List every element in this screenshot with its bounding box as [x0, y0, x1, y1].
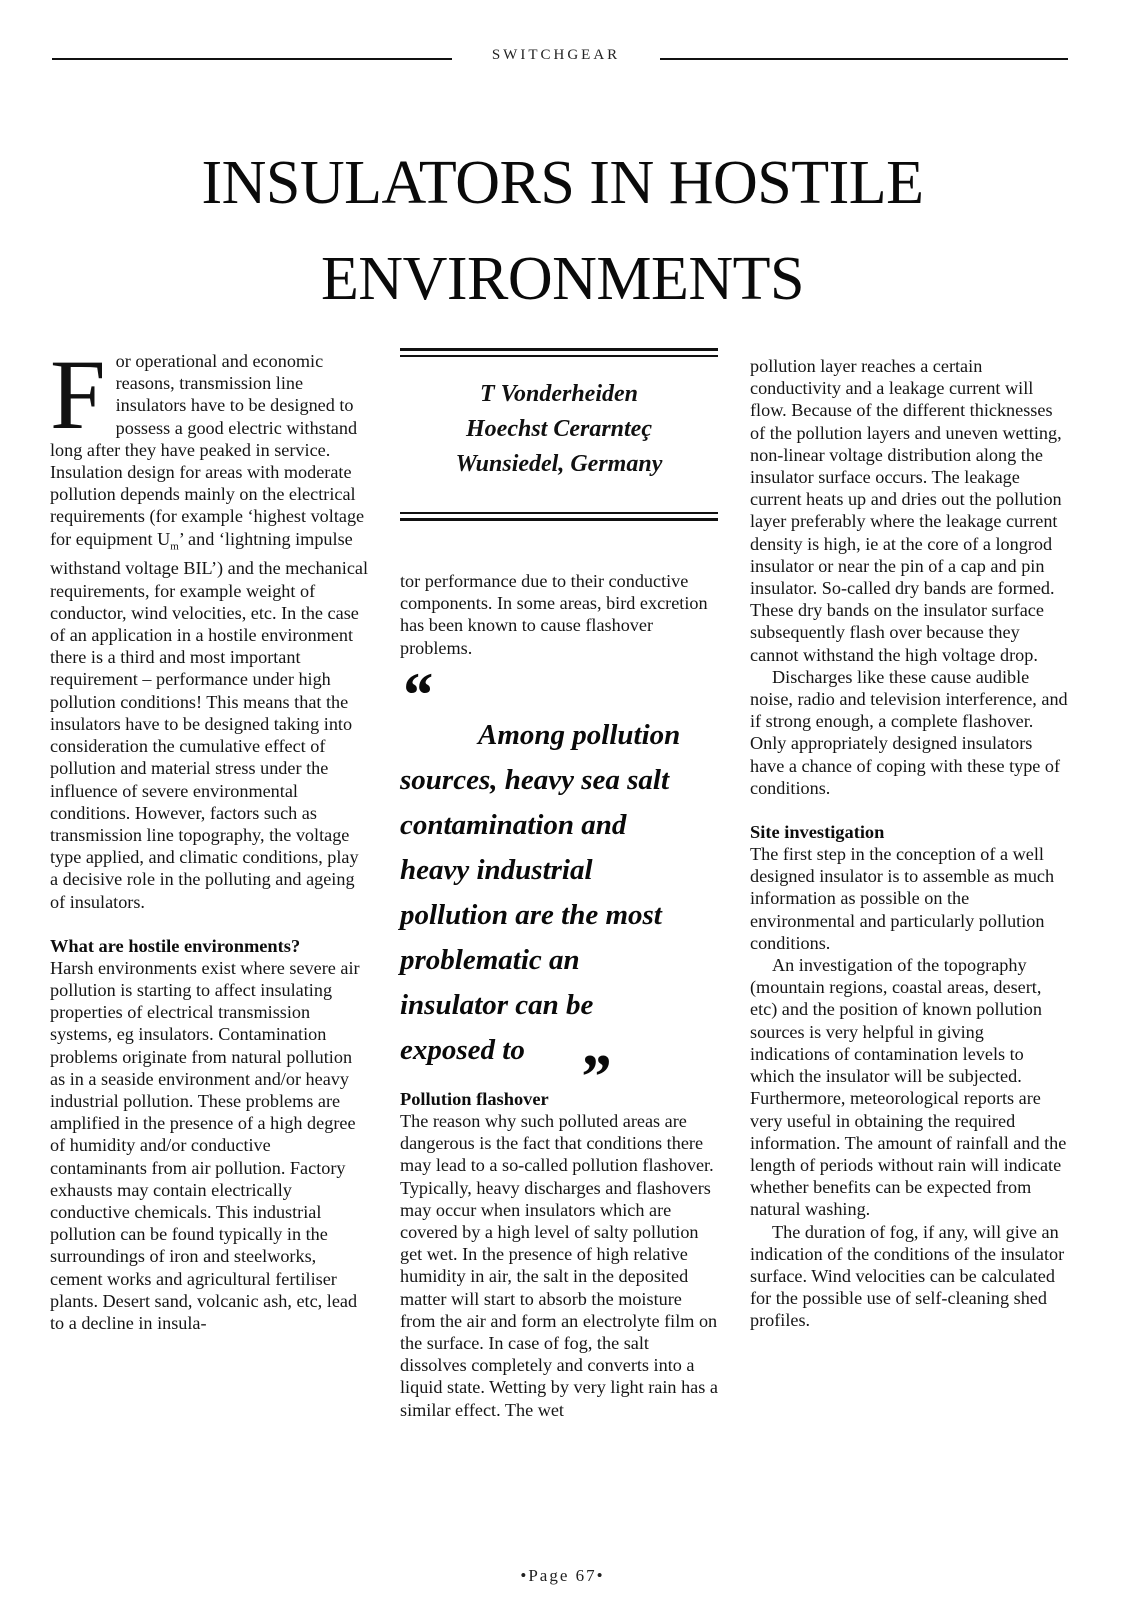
- subhead-site-investigation: Site investigation: [750, 822, 885, 843]
- quote-line: sources, heavy sea salt: [400, 764, 670, 796]
- paragraph-first-step: The first step in the conception of a well designed insulator is to assemble as much information as possible on the environmental and particularly pollution conditions.: [750, 844, 1055, 953]
- quote-line: pollution are the most: [400, 899, 662, 931]
- paragraph-pollution-flashover: The reason why such polluted areas are dangerous is the fact that conditions there may lead to a so-called pollution flashover. Typically, heavy discharges and flashovers may occur when insulators which are covered by a high level of salty pollution get wet. In the presence of high relative humidity in air, the salt in the deposited matter will start to absorb the moisture from the air and form an electrolyte film on the surface. In case of fog, the salt dissolves completely and converts into a liquid state. Wetting by very light rain has a similar effect. The wet: [400, 1111, 718, 1420]
- quote-line: contamination and: [400, 809, 627, 841]
- subhead-pollution-flashover: Pollution flashover: [400, 1089, 549, 1109]
- paragraph-conductive-components: tor performance due to their conductive components. In some areas, bird excretion has been known to cause flashover problems.: [400, 571, 708, 658]
- column-1: [50, 339, 369, 1334]
- quote-line: exposed to ”: [400, 1034, 610, 1112]
- page-number: •Page 67•: [520, 1566, 605, 1585]
- title-line-2: ENVIRONMENTS: [320, 245, 805, 313]
- column-2-bottom: [400, 1088, 718, 1421]
- section-label: SWITCHGEAR: [491, 47, 621, 63]
- paragraph-leakage-current: pollution layer reaches a certain conductivity and a leakage current will flow. Because of the different thicknesses of the pollution layers and uneven wetting, non-linear voltage distribution along the insulator surface occurs. The leakage current heats up and dries out the pollution layer preferably where the leakage current density is high, ie at the core of a longrod insulator or near the pin of a cap and pin insulator. So-called dry bands are formed. These dry bands on the insulator surface subsequently flash over because they cannot withstand the high voltage drop.: [750, 356, 1062, 665]
- open-quote-mark: “: [400, 659, 432, 730]
- author-rule-bottom: [400, 512, 718, 521]
- quote-line: “Among pollution: [400, 659, 681, 751]
- paragraph-fog: The duration of fog, if any, will give an indication of the conditions of the insulator surface. Wind velocities can be calculated for the possible use of self-cleaning shed profiles.: [750, 1221, 1065, 1331]
- subhead-hostile-environments: What are hostile environments?: [50, 935, 301, 956]
- intro-text-rest: ’ and ‘lightning impulse withstand voltage BIL’) and the mechanical requirements, for example weight of conductor, wind velocities, etc. In the case of an application in a hostile environment there is a third and most important requirement – performance under high pollution conditions! This means that the insulators have to be designed taking into consideration the cumulative effect of pollution and material stress under the influence of severe environmental conditions. However, factors such as transmission line topography, the voltage type applied, and climatic conditions, play a decisive role in the polluting and ageing of insulators.: [50, 528, 369, 912]
- author-company: Hoechst Cerarnteç: [466, 416, 652, 442]
- paragraph-topography: An investigation of the topography (mountain regions, coastal areas, desert, etc) and the position of known pollution sources is very helpful in giving indications of contamination levels to which the insulator will be subjected. Furthermore, meteorological reports are very useful in obtaining the required information. The amount of rainfall and the length of periods without rain will indicate whether benefits can be expected from natural washing.: [750, 955, 1067, 1220]
- quote-line: heavy industrial: [400, 854, 593, 886]
- quote-line: problematic an: [400, 944, 580, 976]
- header-rule-left: [52, 58, 452, 60]
- header-rule-right: [660, 58, 1068, 60]
- author-box: [400, 348, 718, 521]
- author-name: T Vonderheiden: [479, 381, 638, 407]
- column-2-top: [400, 570, 718, 659]
- title-line-1: INSULATORS IN HOSTILE: [201, 149, 924, 217]
- author-location: Wunsiedel, Germany: [455, 451, 663, 477]
- author-rule-top: [400, 348, 718, 357]
- intro-paragraph: [50, 339, 369, 913]
- drop-cap: F: [50, 339, 106, 450]
- intro-text: or operational and economic reasons, transmission line insulators have to be designed to possess a good electric withstand long after they have peaked in service. Insulation design for areas with moderate pollution depends mainly on the electrical requirements (for example ‘highest voltage for equipment U: [50, 351, 365, 549]
- quote-line: insulator can be: [400, 989, 594, 1021]
- byline: [400, 357, 718, 512]
- intro-subscript: m: [170, 540, 179, 553]
- paragraph-discharges: Discharges like these cause audible noise, radio and television interference, and if strong enough, a complete flashover. Only appropriately designed insulators have a chance of coping with these type of conditions.: [750, 666, 1068, 798]
- column-3: [750, 355, 1068, 1332]
- paragraph-harsh-environments: Harsh environments exist where severe air pollution is starting to affect insulating properties of electrical transmission systems, eg insulators. Contamination problems originate from natural pollution as in a seaside environment and/or heavy industrial pollution. These problems are amplified in the presence of a high degree of humidity and/or conductive contaminants from air pollution. Factory exhausts may contain electrically conductive chemicals. This industrial pollution can be found typically in the surroundings of iron and steelworks, cement works and agricultural fertiliser plants. Desert sand, volcanic ash, etc, lead to a decline in insula-: [50, 957, 360, 1333]
- article-title: [60, 135, 1065, 327]
- close-quote-mark: ”: [578, 1041, 610, 1112]
